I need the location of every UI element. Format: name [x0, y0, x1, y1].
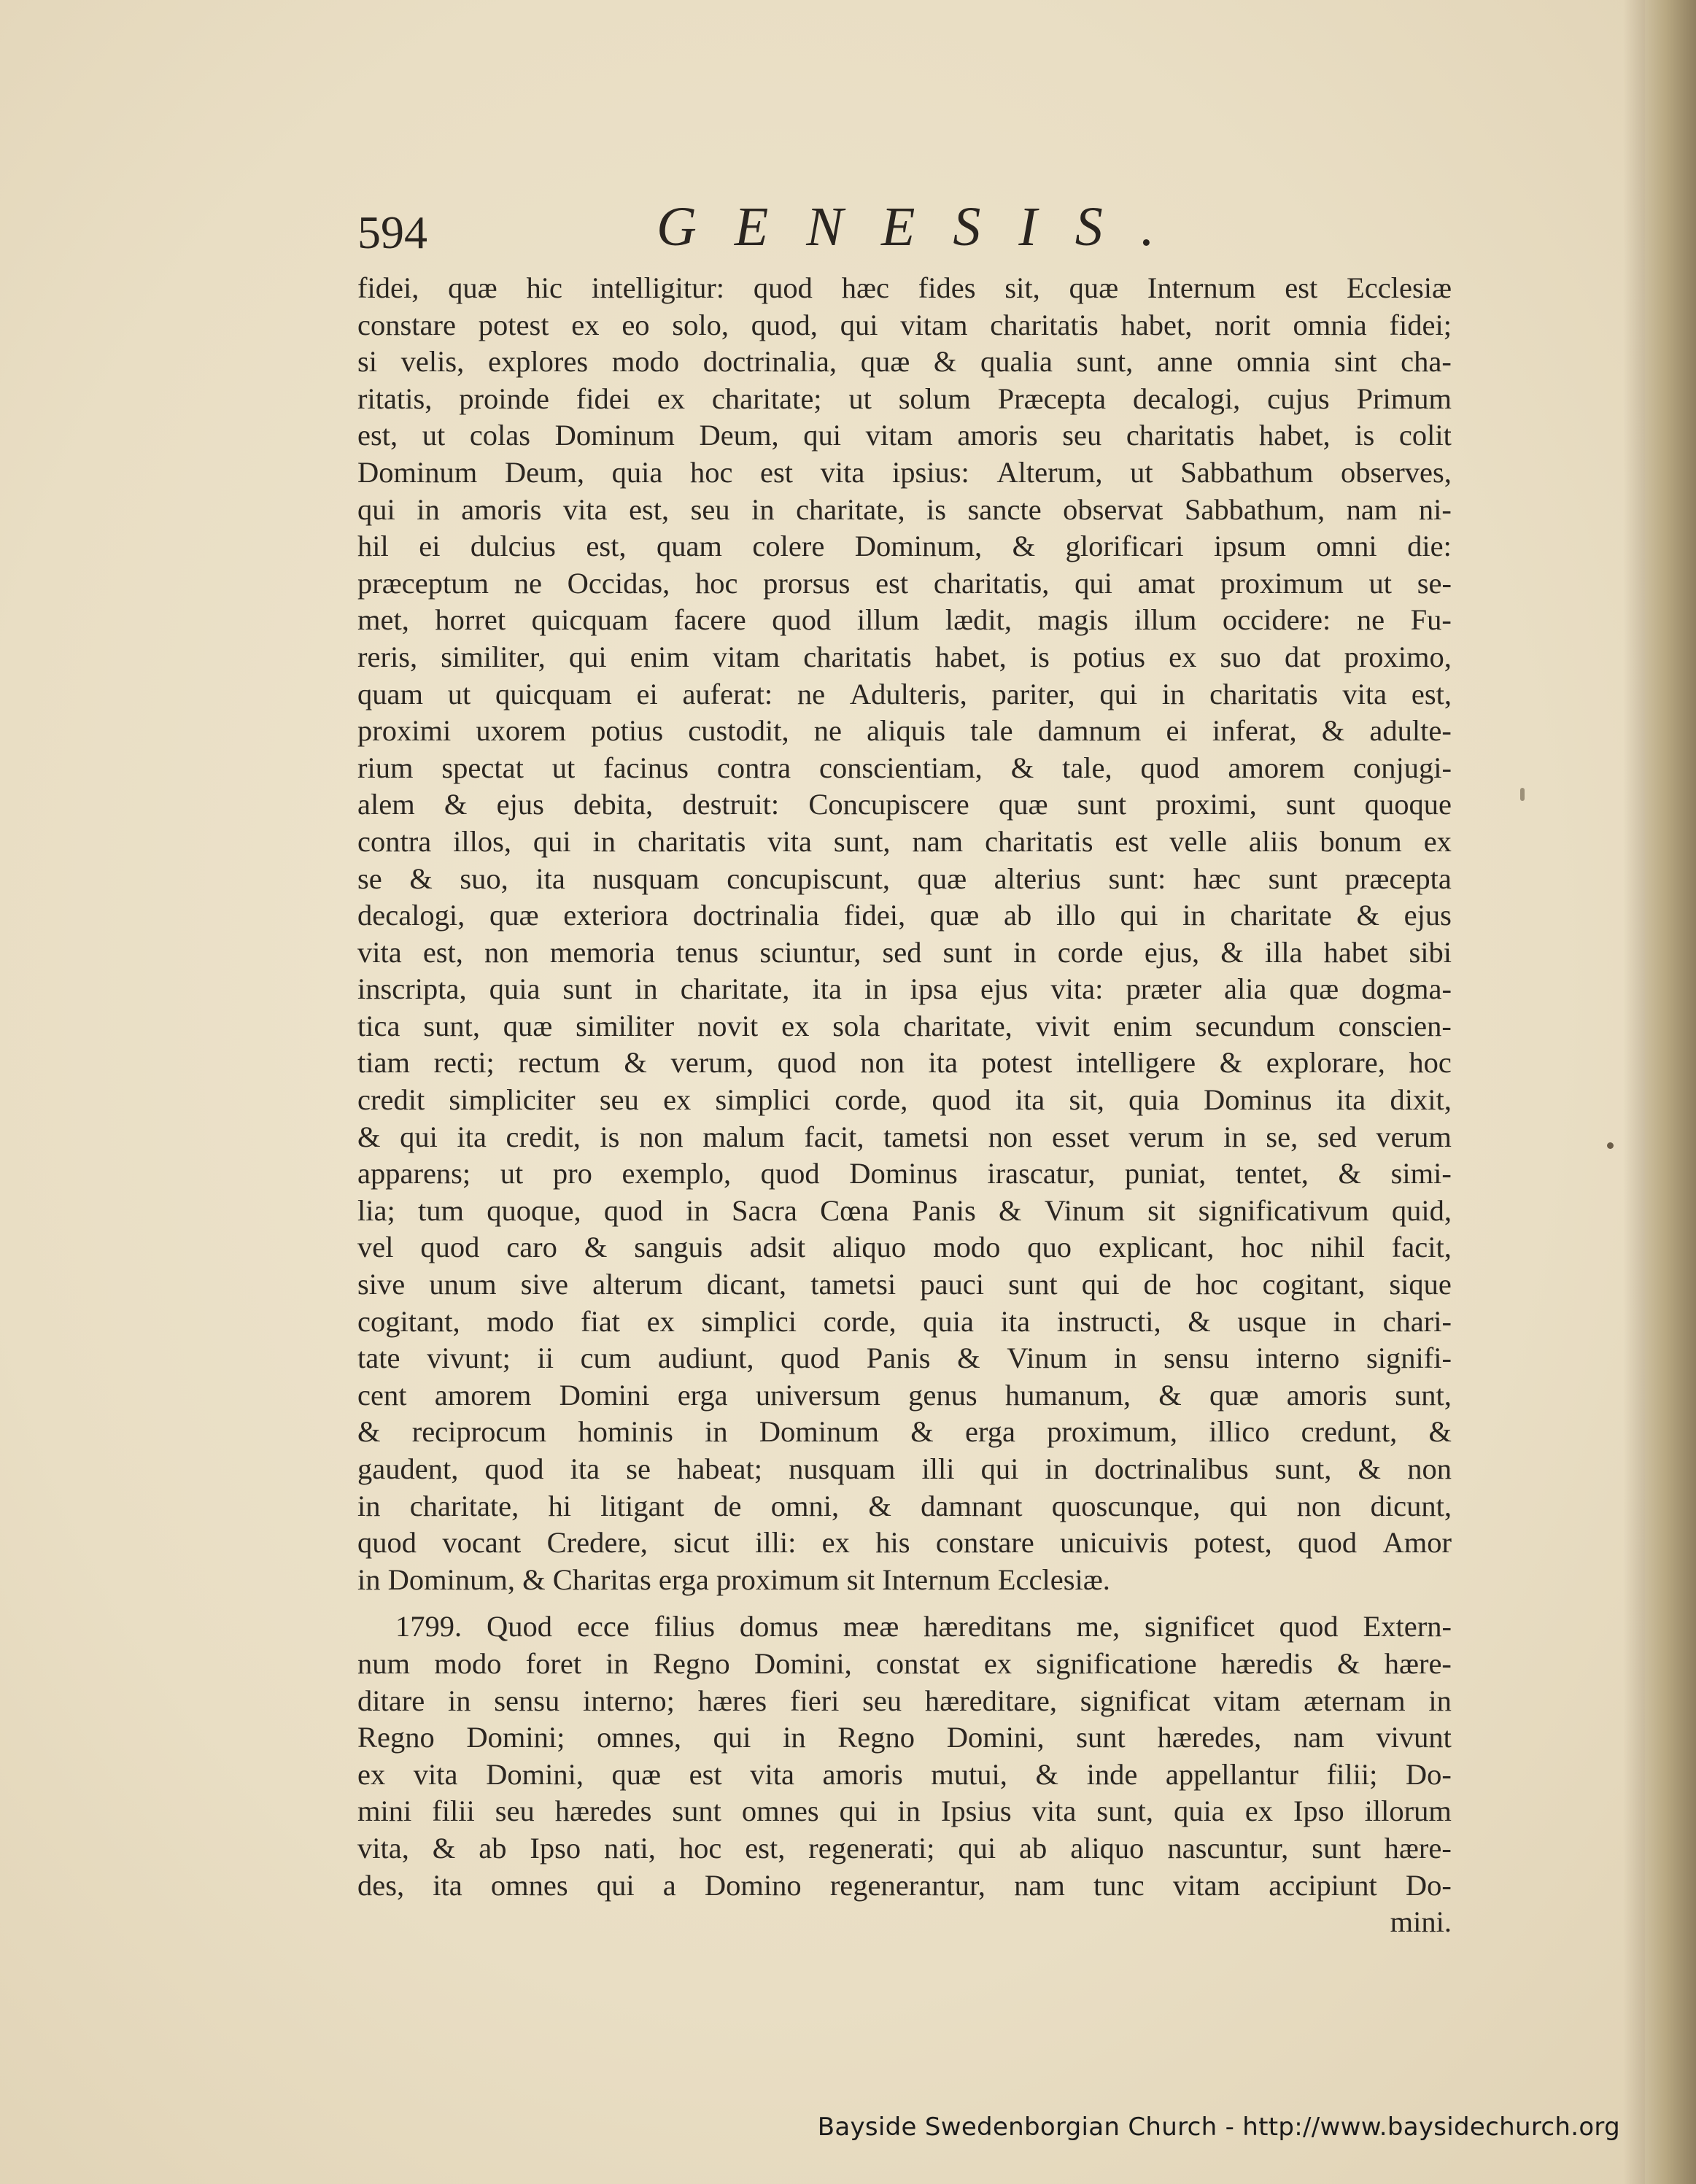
text-line: Dominum Deum, quia hoc est vita ipsius: Alterum, ut Sabbathum observes,	[357, 455, 1452, 489]
text-line: vita est, non memoria tenus sciuntur, sed sunt in corde ejus, & illa habet sibi	[357, 935, 1452, 969]
text-line: cogitant, modo fiat ex simplici corde, quia ita instructi, & usque in chari-	[357, 1304, 1452, 1338]
text-line: se & suo, ita nusquam concupiscunt, quæ alterius sunt: hæc sunt præcepta	[357, 861, 1452, 895]
text-line: decalogi, quæ exteriora doctrinalia fidei, quæ ab illo qui in charitate & ejus	[357, 899, 1452, 932]
text-line: & qui ita credit, is non malum facit, tametsi non esset verum in se, sed verum	[357, 1120, 1452, 1153]
text-line: si velis, explores modo doctrinalia, quæ & qualia sunt, anne omnia sint cha-	[357, 345, 1452, 379]
text-line: hil ei dulcius est, quam colere Dominum, & glorificari ipsum omni die:	[357, 530, 1452, 563]
text-line: tate vivunt; ii cum audiunt, quod Panis & Vinum in sensu interno signifi-	[357, 1341, 1452, 1375]
page-number: 594	[357, 206, 427, 258]
text-line: præceptum ne Occidas, hoc prorsus est charitatis, qui amat proximum ut se-	[357, 566, 1452, 600]
watermark-credit: Bayside Swedenborgian Church - http://www.baysidechurch.org	[817, 2113, 1620, 2142]
text-line: in charitate, hi litigant de omni, & damnant quoscunque, qui non dicunt,	[357, 1489, 1452, 1522]
running-title: GENESIS.	[657, 196, 1193, 257]
paragraph-1799	[357, 1608, 1452, 1940]
text-line: met, horret quicquam facere quod illum lædit, magis illum occidere: ne Fu-	[357, 603, 1452, 637]
text-line: est, ut colas Dominum Deum, qui vitam amoris seu charitatis habet, is colit	[357, 419, 1452, 452]
text-line: qui in amoris vita est, seu in charitate, is sancte observat Sabbathum, nam ni-	[357, 492, 1452, 526]
paper-speck	[1520, 788, 1525, 801]
text-line: proximi uxorem potius custodit, ne aliquis tale damnum ei inferat, & adulte-	[357, 714, 1452, 748]
text-line: & reciprocum hominis in Dominum & erga proximum, illico credunt, &	[357, 1415, 1452, 1449]
text-line: gaudent, quod ita se habeat; nusquam illi qui in doctrinalibus sunt, & non	[357, 1452, 1452, 1485]
text-line: alem & ejus debita, destruit: Concupiscere quæ sunt proximi, sunt quoque	[357, 788, 1452, 821]
text-line: credit simpliciter seu ex simplici corde, quod ita sit, quia Dominus ita dixit,	[357, 1083, 1452, 1117]
paragraph-1	[357, 270, 1452, 1598]
text-line: in Dominum, & Charitas erga proximum sit Internum Ecclesiæ.	[357, 1563, 1110, 1596]
text-line: des, ita omnes qui a Domino regenerantur, nam tunc vitam accipiunt Do-	[357, 1868, 1452, 1902]
text-line: lia; tum quoque, quod in Sacra Cœna Panis & Vinum sit significativum quid,	[357, 1193, 1452, 1227]
text-line: constare potest ex eo solo, quod, qui vitam charitatis habet, norit omnia fidei;	[357, 308, 1452, 341]
text-line: tiam recti; rectum & verum, quod non ita potest intelligere & explorare, hoc	[357, 1046, 1452, 1080]
paragraph-gap	[357, 1598, 1452, 1608]
text-line: sive unum sive alterum dicant, tametsi pauci sunt qui de hoc cogitant, sique	[357, 1268, 1452, 1301]
body-text	[357, 270, 1452, 1941]
page-gutter-shadow	[1623, 0, 1645, 2184]
text-line: ex vita Domini, quæ est vita amoris mutui, & inde appellantur filii; Do-	[357, 1757, 1452, 1791]
paper-speck	[1607, 1142, 1614, 1149]
text-line: rium spectat ut facinus contra conscientiam, & tale, quod amorem conjugi-	[357, 751, 1452, 784]
text-line: quam ut quicquam ei auferat: ne Adulteris, pariter, qui in charitatis vita est,	[357, 677, 1452, 710]
text-line: vita, & ab Ipso nati, hoc est, regenerati; qui ab aliquo nascuntur, sunt hære-	[357, 1831, 1452, 1864]
catchword-line: mini.	[1390, 1905, 1452, 1939]
text-line: ritatis, proinde fidei ex charitate; ut solum Præcepta decalogi, cujus Primum	[357, 382, 1452, 415]
text-line: quod vocant Credere, sicut illi: ex his constare unicuivis potest, quod Amor	[357, 1526, 1452, 1560]
text-line: tica sunt, quæ similiter novit ex sola charitate, vivit enim secundum conscien-	[357, 1009, 1452, 1042]
text-line: num modo foret in Regno Domini, constat ex significatione hæredis & hære-	[357, 1646, 1452, 1680]
text-line: cent amorem Domini erga universum genus humanum, & quæ amoris sunt,	[357, 1378, 1452, 1412]
text-line: ditare in sensu interno; hæres fieri seu hæreditare, significat vitam æternam in	[357, 1684, 1452, 1717]
text-line: mini filii seu hæredes sunt omnes qui in Ipsius vita sunt, quia ex Ipso illorum	[357, 1794, 1452, 1828]
page-header	[357, 195, 1452, 261]
text-line: 1799. Quod ecce filius domus meæ hæreditans me, significet quod Extern-	[395, 1610, 1452, 1643]
text-line: vel quod caro & sanguis adsit aliquo modo quo explicant, hoc nihil facit,	[357, 1231, 1452, 1264]
text-line: apparens; ut pro exemplo, quod Dominus irascatur, puniat, tentet, & simi-	[357, 1157, 1452, 1190]
text-line: fidei, quæ hic intelligitur: quod hæc fides sit, quæ Internum est Ecclesiæ	[357, 271, 1452, 304]
text-line: reris, similiter, qui enim vitam charitatis habet, is potius ex suo dat proximo,	[357, 640, 1452, 673]
text-line: Regno Domini; omnes, qui in Regno Domini, sunt hæredes, nam vivunt	[357, 1721, 1452, 1754]
text-line: inscripta, quia sunt in charitate, ita in ipsa ejus vita: præter alia quæ dogma-	[357, 972, 1452, 1006]
text-line: contra illos, qui in charitatis vita sunt, nam charitatis est velle aliis bonum ex	[357, 824, 1452, 858]
page-edge	[1645, 0, 1696, 2184]
